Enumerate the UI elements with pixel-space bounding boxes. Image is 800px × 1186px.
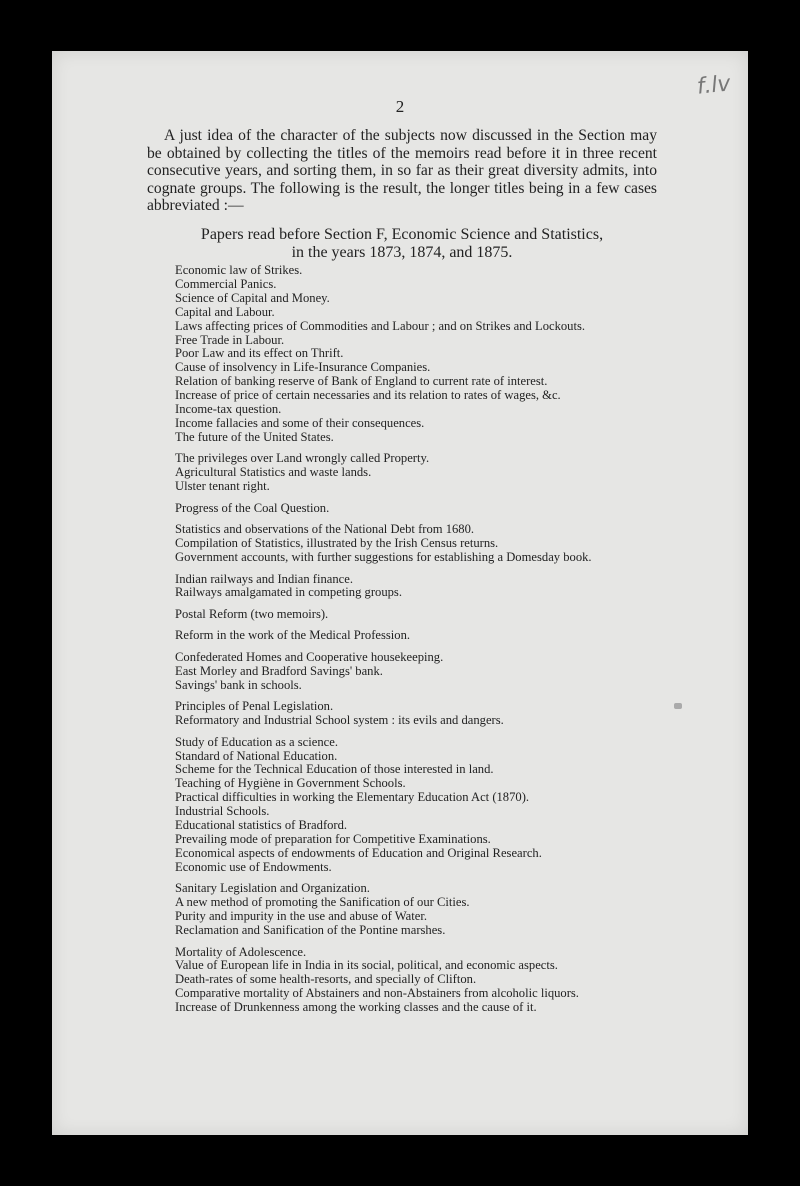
paper-group — [175, 946, 715, 1016]
paper-title: Free Trade in Labour. — [175, 332, 285, 347]
paper-title: Postal Reform (two memoirs). — [175, 606, 329, 621]
list-heading — [147, 226, 657, 262]
paper-mark — [674, 703, 682, 709]
paper-group — [175, 452, 715, 494]
paper-title: The privileges over Land wrongly called Property. — [175, 451, 430, 466]
document-page — [52, 51, 748, 1135]
paper-title: Income fallacies and some of their consequences. — [175, 415, 425, 430]
paper-title: Economical aspects of endowments of Education and Original Research. — [175, 845, 542, 860]
paper-title: Scheme for the Technical Education of those interested in land. — [175, 762, 494, 777]
paper-title: The future of the United States. — [175, 429, 334, 444]
paper-title: Ulster tenant right. — [175, 479, 270, 494]
paper-title: Poor Law and its effect on Thrift. — [175, 346, 344, 361]
paper-title: Standard of National Education. — [175, 748, 338, 763]
list-heading-line-1: Papers read before Section F, Economic Science and Statistics, — [200, 226, 604, 243]
paper-title: Mortality of Adolescence. — [175, 944, 307, 959]
paper-title: Study of Education as a science. — [175, 734, 338, 749]
paper-title-list — [175, 264, 715, 1023]
paper-group — [175, 523, 715, 565]
paper-title: Death-rates of some health-resorts, and specially of Clifton. — [175, 972, 477, 987]
paper-title: Teaching of Hygiène in Government Schools. — [175, 776, 406, 791]
paper-title: Reclamation and Sanification of the Pontine marshes. — [175, 923, 446, 937]
paper-title: Railways amalgamated in competing groups. — [175, 585, 402, 600]
paper-title: Value of European life in India in its social, political, and economic aspects. — [175, 958, 558, 973]
paper-title: Laws affecting prices of Commodities and Labour ; and on Strikes and Lockouts. — [175, 318, 586, 333]
paper-title: East Morley and Bradford Savings' bank. — [175, 663, 383, 678]
paper-title: Income-tax question. — [175, 402, 282, 417]
paper-title: Relation of banking reserve of Bank of England to current rate of interest. — [175, 374, 548, 389]
paper-group — [175, 264, 715, 445]
paper-group — [175, 700, 715, 728]
list-heading-line-2: in the years 1873, 1874, and 1875. — [291, 244, 513, 261]
paper-group — [175, 651, 715, 693]
paper-group — [175, 502, 715, 516]
page-number: 2 — [395, 97, 405, 116]
paper-title: Economic use of Endowments. — [175, 859, 332, 874]
paper-title: Prevailing mode of preparation for Competitive Examinations. — [175, 831, 491, 846]
paper-title: Government accounts, with further suggestions for establishing a Domesday book. — [175, 550, 592, 564]
paper-title: Educational statistics of Bradford. — [175, 818, 348, 833]
paper-group — [175, 736, 715, 875]
paper-title: Science of Capital and Money. — [175, 290, 330, 305]
paper-group — [175, 882, 715, 938]
paper-title: Cause of insolvency in Life-Insurance Companies. — [175, 360, 431, 375]
paper-group — [175, 608, 715, 622]
paper-title: Purity and impurity in the use and abuse of Water. — [175, 909, 427, 924]
paper-title: Capital and Labour. — [175, 304, 275, 319]
paper-title: Increase of Drunkenness among the working classes and the cause of it. — [175, 1000, 537, 1015]
paper-title: Increase of price of certain necessaries and its relation to rates of wages, &c. — [175, 388, 561, 403]
paper-title: Savings' bank in schools. — [175, 677, 302, 692]
paper-group — [175, 629, 715, 643]
paper-title: Principles of Penal Legislation. — [175, 699, 334, 714]
paper-group — [175, 573, 715, 601]
paper-title: Progress of the Coal Question. — [175, 500, 330, 515]
paper-title: Compilation of Statistics, illustrated by the Irish Census returns. — [175, 536, 499, 551]
paper-title: Statistics and observations of the National Debt from 1680. — [175, 522, 475, 537]
paper-title: Industrial Schools. — [175, 804, 270, 819]
paper-title: Comparative mortality of Abstainers and non-Abstainers from alcoholic liquors. — [175, 986, 579, 1001]
paper-title: Practical difficulties in working the Elementary Education Act (1870). — [175, 790, 530, 805]
paper-title: Economic law of Strikes. — [175, 263, 303, 277]
paper-title: Confederated Homes and Cooperative housekeeping. — [175, 649, 444, 664]
paper-title: Sanitary Legislation and Organization. — [175, 881, 370, 896]
paper-title: Reform in the work of the Medical Profession. — [175, 628, 411, 643]
paper-title: Agricultural Statistics and waste lands. — [175, 465, 372, 480]
paper-title: Commercial Panics. — [175, 276, 277, 291]
paper-title: Reformatory and Industrial School system : its evils and dangers. — [175, 713, 504, 728]
intro-paragraph: A just idea of the character of the subjects now discussed in the Section may be obtained by collecting the titles of the memoirs read before it in three recent consecutive years, and sorting them, in so far as their great diversity admits, into cognate groups. The following is the result, the longer titles being in a few cases abbreviated :— — [147, 127, 657, 214]
handwritten-folio-annotation: f.lv — [695, 71, 732, 100]
paper-title: Indian railways and Indian finance. — [175, 571, 353, 586]
paper-title: A new method of promoting the Sanification of our Cities. — [175, 895, 470, 910]
